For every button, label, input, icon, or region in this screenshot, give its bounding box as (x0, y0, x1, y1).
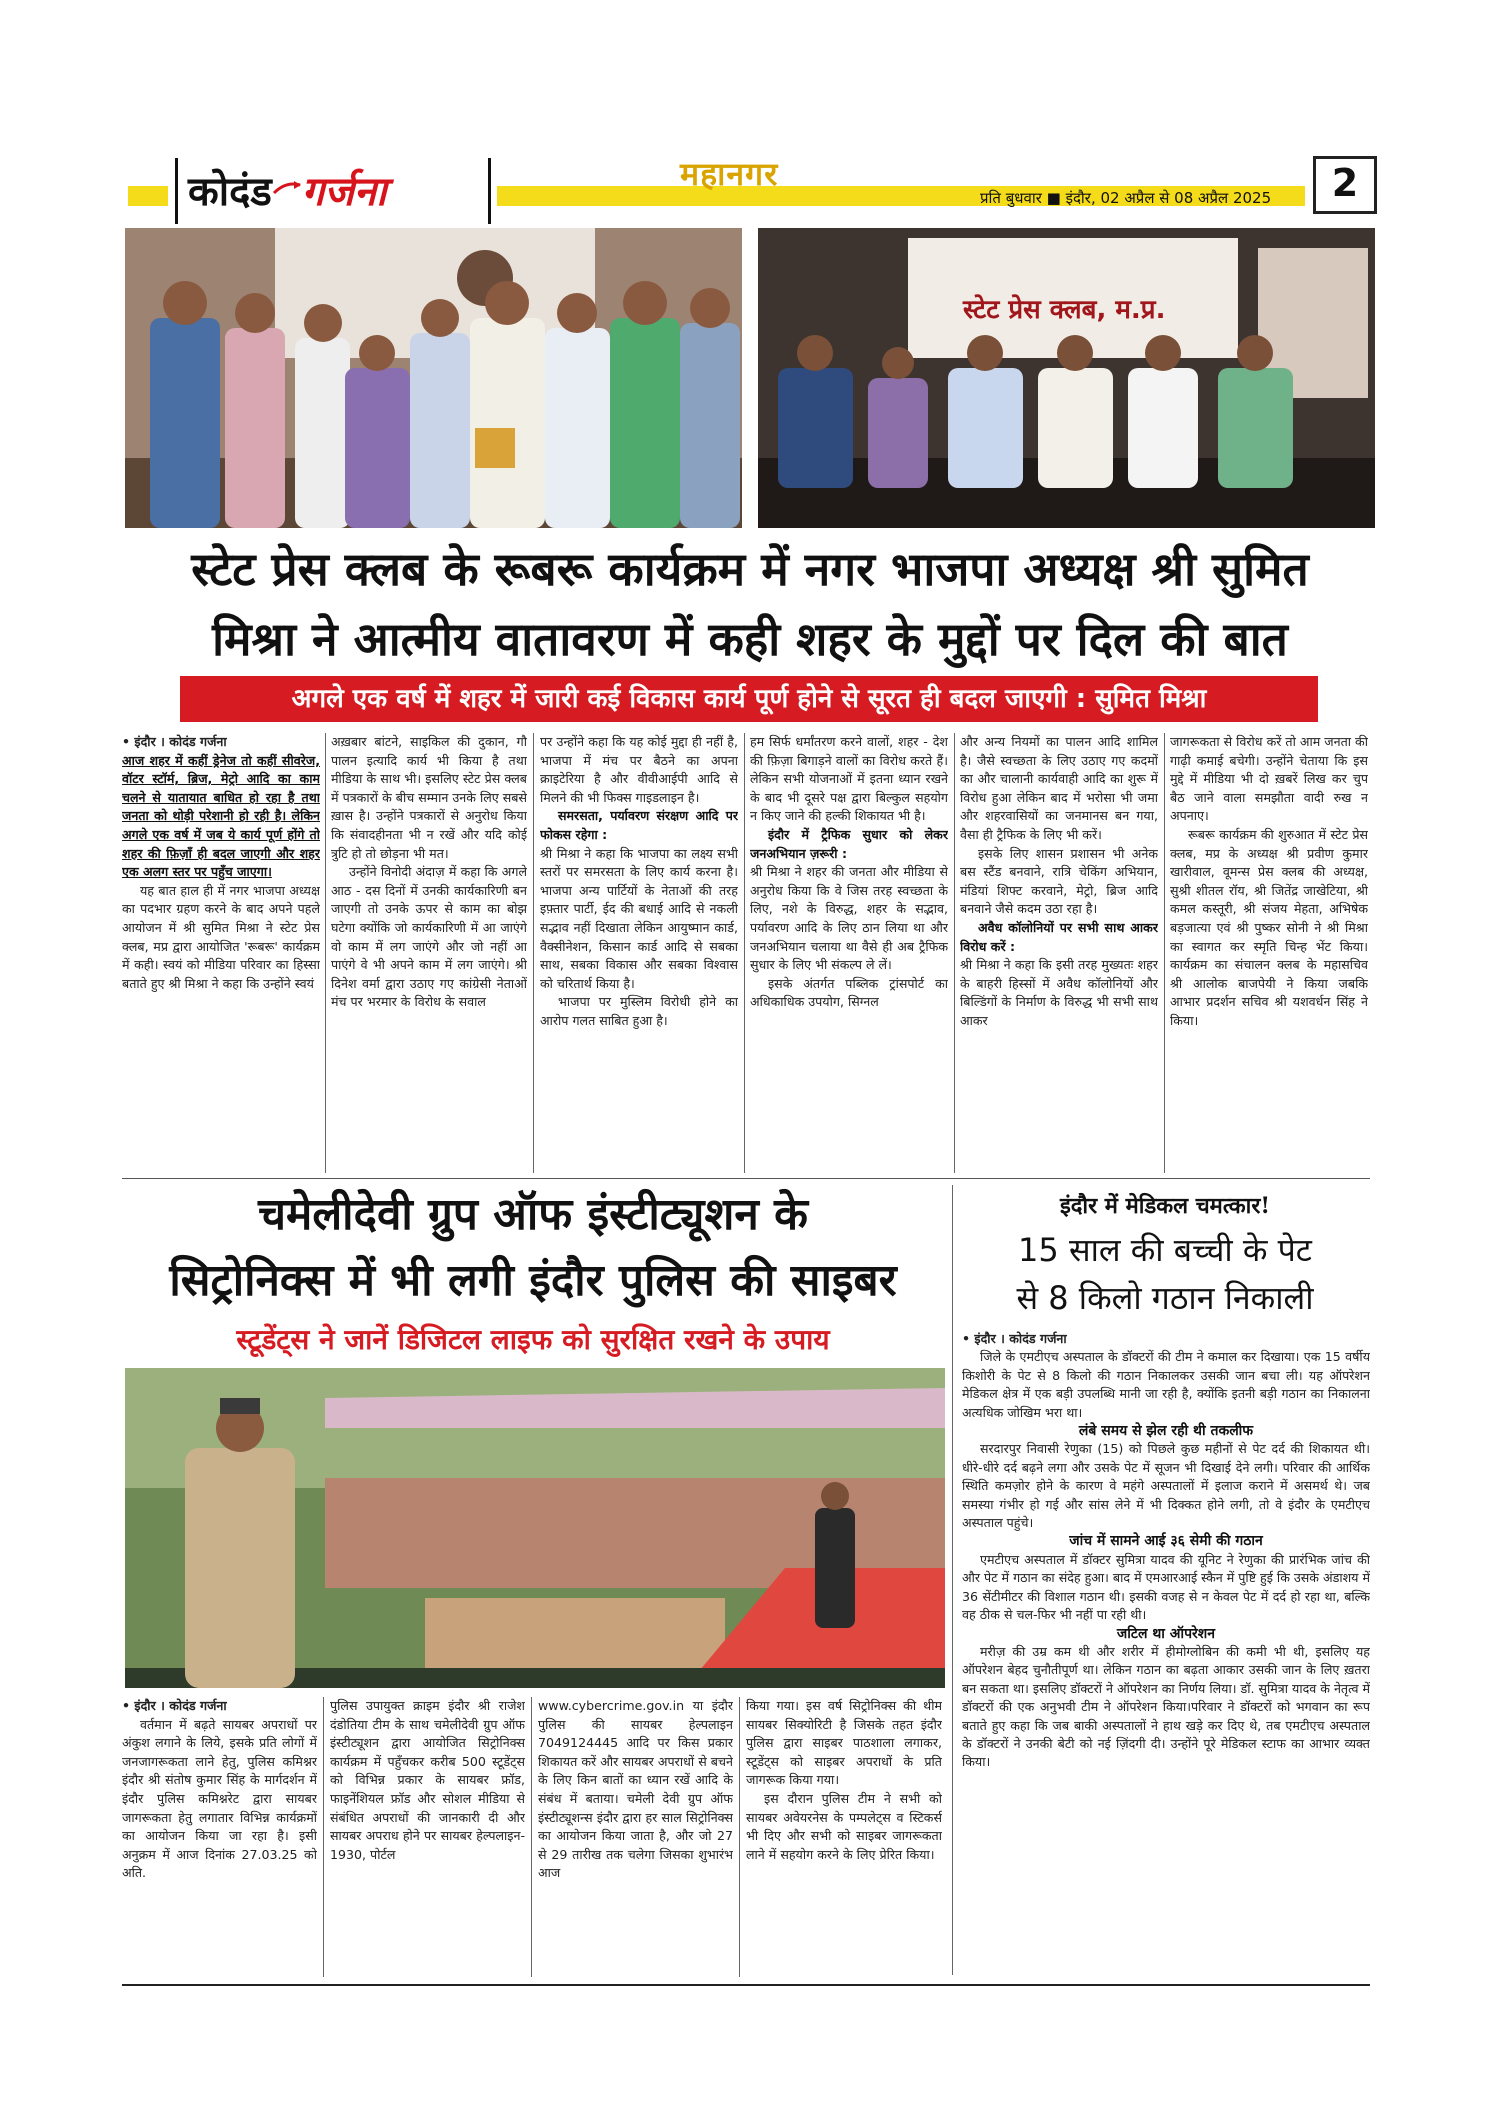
story2-col2-body: पुलिस उपायुक्त क्राइम इंदौर श्री राजेश दंडोतिया टीम के साथ चमेलीदेवी ग्रुप ऑफ इंस्टीट्यूशन द्वारा आयोजित सिट्रोनिक्स कार्यक्रम में पहुँचकर करीब 500 स्टूडेंट्स को विभिन्न प्रकार के सायबर फ्रॉड, फाइनेंशियल फ्रॉड और सोशल मीडिया से संबंधित अपराधों की जानकारी दी और सायबर अपराध होने पर सायबर हेल्पलाइन- 1930, पोर्टल (330, 1698, 525, 1862)
story1-col5-body3: श्री मिश्रा ने कहा कि इसी तरह मुख्यतः शहर के बाहरी हिस्सों में अवैध कॉलोनियों और बिल्डिंगों के निर्माण के विरुद्ध भी सभी साथ आकर (960, 957, 1158, 1028)
col-rule (744, 733, 745, 1173)
story2-col2 (330, 1697, 525, 1977)
story2-col1 (122, 1697, 317, 1977)
story1-col2-body: अख़बार बांटने, साइकिल की दुकान, गौ पालन इत्यादि कार्य भी किया है तथा मीडिया के साथ भी। इसलिए स्टेट प्रेस क्लब में पत्रकारों के बीच सम्मान उनके लिए सबसे ख़ास है। उन्होंने पत्रकारों से अनुरोध किया कि संवादहीनता भी न रखें और यदि कोई त्रुटि हो तो छोड़ना भी मत। (331, 734, 527, 861)
col-rule (531, 1697, 532, 1977)
story1-col4-body: हम सिर्फ धर्मांतरण करने वालों, शहर - देश की फ़िज़ा बिगाड़ने वालों का विरोध करते हैं। लेकिन सभी योजनाओं में इतना ध्यान रखने के बाद भी दूसरे पक्ष द्वारा बिल्कुल सहयोग न किए जाने की हल्की शिकायत भी है। (750, 734, 948, 824)
story1-col3-body: पर उन्होंने कहा कि यह कोई मुद्दा ही नहीं है, भाजपा में मंच पर बैठने का अपना क्राइटेरिया है और वीवीआईपी आदि से मिलने की भी फिक्स गाइडलाइन है। (540, 734, 738, 805)
story2-col4-body: किया गया। इस वर्ष सिट्रोनिक्स की थीम सायबर सिक्योरिटी है जिसके तहत इंदौर पुलिस द्वारा साइबर पाठशाला लगाकर, स्टूडेंट्स को साइबर अपराधों के प्रति जागरूक किया गया। (746, 1698, 942, 1788)
logo-text-1: कोदंड (188, 169, 272, 215)
dateline: प्रति बुधवार ■ इंदौर, 02 अप्रैल से 08 अप्रैल 2025 (980, 189, 1272, 207)
story1-col6 (1170, 733, 1368, 1173)
story2-col3 (538, 1697, 733, 1977)
story-divider (122, 1178, 1370, 1179)
photo-cyber-event (125, 1368, 945, 1688)
logo-arrow-icon (272, 179, 302, 199)
story3-kicker: इंदौर में मेडिकल चमत्कार! (1059, 1193, 1271, 1219)
story1-headline-line2: मिश्रा ने आत्मीय वातावरण में कही शहर के मुद्दों पर दिल की बात (212, 612, 1288, 666)
page-number: 2 (1313, 156, 1377, 214)
story2-col3-body: www.cybercrime.gov.in या इंदौर पुलिस की सायबर हेल्पलाइन 7049124445 आदि पर किस प्रकार शिकायत करें और सायबर अपराधों से बचने के लिए किन बातों का ध्यान रखें आदि के संबंध में बताया। चमेली देवी ग्रुप ऑफ इंस्टीट्यूशन्स इंदौर द्वारा हर साल सिट्रोनिक्स का आयोजन किया जाता है, और जो 27 से 29 तारीख तक चलेगा जिसका शुभारंभ आज (538, 1698, 733, 1881)
story3-p1: जिले के एमटीएच अस्पताल के डॉक्टरों की टीम ने कमाल कर दिखाया। एक 15 वर्षीय किशोरी के पेट से 8 किलो की गठान निकालकर उसकी जान बचा ली। यह ऑपरेशन मेडिकल क्षेत्र में एक बड़ी उपलब्धि मानी जा रही है, क्योंकि इतनी बड़ी गठान का निकालना अत्यधिक जोखिम भरा था। (962, 1349, 1370, 1420)
photo-banner-text: स्टेट प्रेस क्लब, म.प्र. (963, 295, 1166, 325)
story1-col1-body: यह बात हाल ही में नगर भाजपा अध्यक्ष का पदभार ग्रहण करने के बाद अपने पहले आयोजन में श्री सुमित मिश्रा ने स्टेट प्रेस क्लब, मप्र द्वारा आयोजित 'रूबरू' कार्यक्रम में कही। स्वयं को मीडिया परिवार का हिस्सा बताते हुए श्री मिश्रा ने कहा कि उन्होंने स्वयं (122, 882, 320, 991)
col-rule (325, 733, 326, 1173)
masthead-divider (175, 158, 178, 224)
col-rule (533, 733, 534, 1173)
story2-headline-line1: चमेलीदेवी ग्रुप ऑफ इंस्टीट्यूशन के (258, 1189, 808, 1240)
story3-p4: मरीज़ की उम्र कम थी और शरीर में हीमोग्लोबिन की कमी भी थी, इसलिए यह ऑपरेशन बेहद चुनौतीपूर्ण था। लेकिन गठान का बढ़ता आकार उसकी जान के लिए ख़तरा बन सकता था। इसलिए डॉक्टरों ने ऑपरेशन का निर्णय लिया। डॉ. सुमित्रा यादव के नेतृत्व में डॉक्टरों की एक अनुभवी टीम ने ऑपरेशन किया।परिवार ने डॉक्टरों को भगवान का रूप बताते हुए कहा कि जब बाकी अस्पतालों ने हाथ खड़े कर दिए थे, तब एमटीएच अस्पताल के डॉक्टरों ने उनकी बेटी को नई ज़िंदगी दी। उन्होंने पूरे मेडिकल स्टाफ का आभार व्यक्त किया। (962, 1643, 1370, 1770)
page-bottom-rule (122, 1984, 1370, 1986)
masthead-logo (188, 162, 387, 222)
col-rule (739, 1697, 740, 1977)
story1-col3-body2: श्री मिश्रा ने कहा कि भाजपा का लक्ष्य सभी स्तरों पर समरसता के लिए कार्य करना है। भाजपा अन्य पार्टियों के नेताओं की तरह इफ़्तार पार्टी, ईद की बधाई आदि से नकली सद्भाव नहीं दिखाता लेकिन आयुष्मान कार्ड, वैक्सीनेशन, किसान कार्ड आदि से सबका साथ, सबका विकास और सबका विश्वास को चरितार्थ किया है। (540, 845, 738, 991)
story2-col4 (746, 1697, 942, 1977)
story3-p2: सरदारपुर निवासी रेणुका (15) को पिछले कुछ महीनों से पेट दर्द की शिकायत थी। धीरे-धीरे दर्द बढ़ने लगा और उसके पेट में सूजन भी दिखाई देने लगी। परिवार की आर्थिक स्थिति कमज़ोर होने के कारण वे महंगे अस्पतालों में इलाज कराने में असमर्थ थे। जब समस्या गंभीर हो गई और सांस लेने में भी दिक्कत होने लगी, तो वे इंदौर के एमटीएच अस्पताल पहुंचे। (962, 1441, 1370, 1531)
story2-headline-line2: सिट्रोनिक्स में भी लगी इंदौर पुलिस की साइबर (169, 1255, 897, 1306)
col-rule (954, 733, 955, 1173)
story1-col6-body2: रूबरू कार्यक्रम की शुरुआत में स्टेट प्रेस क्लब, मप्र के अध्यक्ष श्री प्रवीण कुमार खारीवाल, वूमन्स प्रेस क्लब की अध्यक्ष, सुश्री शीतल रॉय, श्री जितेंद्र जाखेटिया, श्री कमल कस्तूरी, श्री संजय मेहता, अभिषेक बड़जात्या एवं श्री पुष्कर सोनी ने श्री मिश्रा का स्वागत कर स्मृति चिन्ह भेंट किया। कार्यक्रम का संचालन क्लब के महासचिव श्री आलोक बाजपेयी ने किया जबकि आभार प्रदर्शन सचिव श्री यशवर्धन सिंह ने किया। (1170, 826, 1368, 1028)
col-rule (1164, 733, 1165, 1173)
story3-headline-line1: 15 साल की बच्ची के पेट (1018, 1231, 1312, 1269)
masthead-yellow-bar-left (128, 186, 168, 206)
story2-col4-body2: इस दौरान पुलिस टीम ने सभी को सायबर अवेयरनेस के पम्पलेट्स व स्टिकर्स भी दिए और सभी को साइबर जागरूकता लाने में सहयोग करने के लिए प्रेरित किया। (746, 1790, 942, 1862)
story1-subhead: अगले एक वर्ष में शहर में जारी कई विकास कार्य पूर्ण होने से सूरत ही बदल जाएगी : सुमित मिश्रा (180, 676, 1318, 722)
story3-body (962, 1330, 1370, 1978)
story1-col4 (750, 733, 948, 1173)
story1-col6-body: जागरूकता से विरोध करें तो आम जनता की गाढ़ी कमाई बचेगी। उन्होंने चेताया कि इस मुद्दे में मीडिया भी दो ख़बरें लिख कर चुप बैठ जाने वाला समझौता वादी रुख न अपनाए। (1170, 734, 1368, 824)
story3-subhead-2: जांच में सामने आई ३६ सेमी की गठान (1069, 1533, 1263, 1550)
story2-col1-body: वर्तमान में बढ़ते सायबर अपराधों पर अंकुश लगाने के लिये, इसके प्रति लोगों में जनजागरूकता लाने हेतु, पुलिस कमिश्नर इंदौर श्री संतोष कुमार सिंह के मार्गदर्शन में इंदौर पुलिस कमिश्नरेट द्वारा सायबर जागरूकता हेतु लगातार विभिन्न कार्यक्रमों का आयोजन किया जा रहा है। इसी अनुक्रम में आज दिनांक 27.03.25 को अति. (122, 1716, 317, 1881)
story3-headline-line2: से 8 किलो गठान निकाली (1016, 1279, 1314, 1317)
story1-col4-body2: श्री मिश्रा ने शहर की जनता और मीडिया से अनुरोध किया कि वे जिस तरह स्वच्छता के लिए, नशे के विरुद्ध, शहर के सद्भाव, पर्यावरण आदि के लिए ठान लिया था और जनअभियान चलाया था वैसे ही अब ट्रैफिक सुधार के लिए भी संकल्प ले लें। (750, 864, 948, 973)
story2-subhead: स्टूडेंट्स ने जानें डिजिटल लाइफ को सुरक्षित रखने के उपाय (236, 1323, 830, 1356)
story3-p3: एमटीएच अस्पताल में डॉक्टर सुमित्रा यादव की यूनिट ने रेणुका की प्रारंभिक जांच की और पेट में गठान का संदेह हुआ। बाद में एमआरआई स्कैन में पुष्टि हुई कि उसके अंडाशय में 36 सेंटीमीटर की विशाल गठान थी। इसकी वजह से न केवल पेट में दर्द हो रहा था, बल्कि वह ठीक से चल-फिर भी नहीं पा रही थी। (962, 1551, 1370, 1623)
photo-press-club-panel (758, 228, 1375, 528)
story1-col2-body2: उन्होंने विनोदी अंदाज़ में कहा कि अगले आठ - दस दिनों में उनकी कार्यकारिणी बन जाएगी तो उनके ऊपर से काम का बोझ घटेगा क्योंकि जो कार्यकारिणी में आ जाएंगे वो काम में लग जाएंगे और जो नहीं आ पाएंगे वे भी अपने काम में लग जाएंगे। श्री दिनेश वर्मा द्वारा उठाए गए कांग्रेसी नेताओं मंच पर भरमार के विरोध के सवाल (331, 864, 527, 1010)
story1-col3-body3: भाजपा पर मुस्लिम विरोधी होने का आरोप गलत साबित हुआ है। (540, 994, 738, 1028)
story1-col3 (540, 733, 738, 1173)
photo-felicitation (125, 228, 742, 528)
story1-col2 (331, 733, 527, 1173)
story1-col5-body: और अन्य नियमों का पालन आदि शामिल है। जैसे स्वच्छता के लिए उठाए गए कदमों का और चालानी कार्यवाही आदि का शुरू में विरोध हुआ लेकिन बाद में भरोसा भी जमा और शहरवासियों का जनमानस बन गया, वैसा ही ट्रैफिक के लिए भी करें। (960, 734, 1158, 842)
story3-subhead-1: लंबे समय से झेल रही थी तकलीफ (1078, 1423, 1254, 1440)
story1-col1 (122, 733, 320, 1173)
story1-headline-line1: स्टेट प्रेस क्लब के रूबरू कार्यक्रम में नगर भाजपा अध्यक्ष श्री सुमित (191, 542, 1309, 596)
story1-dateline: • इंदौर । कोदंड गर्जना (122, 734, 227, 749)
story1-col4-subhead: इंदौर में ट्रैफिक सुधार को लेकर जनअभियान ज़रूरी : (750, 826, 948, 861)
masthead-divider-2 (488, 158, 491, 224)
logo-text-2: गर्जना (301, 169, 387, 215)
col-rule (323, 1697, 324, 1977)
story2-dateline: • इंदौर । कोदंड गर्जना (122, 1698, 227, 1713)
story3-subhead-3: जटिल था ऑपरेशन (1116, 1625, 1216, 1642)
col-rule (952, 1185, 953, 1975)
story1-col4-body3: इसके अंतर्गत पब्लिक ट्रांसपोर्ट का अधिकाधिक उपयोग, सिग्नल (750, 975, 948, 1010)
story1-col5-subhead: अवैध कॉलोनियों पर सभी साथ आकर विरोध करें : (960, 919, 1158, 954)
story1-col3-subhead: समरसता, पर्यावरण संरक्षण आदि पर फोकस रहेगा : (540, 808, 738, 842)
section-title: महानगर (680, 155, 779, 193)
story1-lead: आज शहर में कहीं ड्रेनेज तो कहीं सीवरेज, वॉटर स्टॉर्म, ब्रिज, मेट्रो आदि का काम चलने से यातायात बाधित हो रहा है तथा जनता को थोड़ी परेशानी हो रही है। लेकिन अगले एक वर्ष में जब ये कार्य पूर्ण होंगे तो शहर की फ़िज़ाँ ही बदल जाएगी और शहर एक अलग स्तर पर पहुँच जाएगा। (122, 752, 320, 880)
story1-col5 (960, 733, 1158, 1173)
story1-col5-body2: इसके लिए शासन प्रशासन भी अनेक बस स्टैंड बनवाने, रात्रि चेकिंग अभियान, मंडियां शिफ्ट करवाने, मेट्रो, ब्रिज आदि बनवाने जैसे कदम उठा रहा है। (960, 845, 1158, 917)
story3-dateline: • इंदौर । कोदंड गर्जना (962, 1331, 1067, 1346)
